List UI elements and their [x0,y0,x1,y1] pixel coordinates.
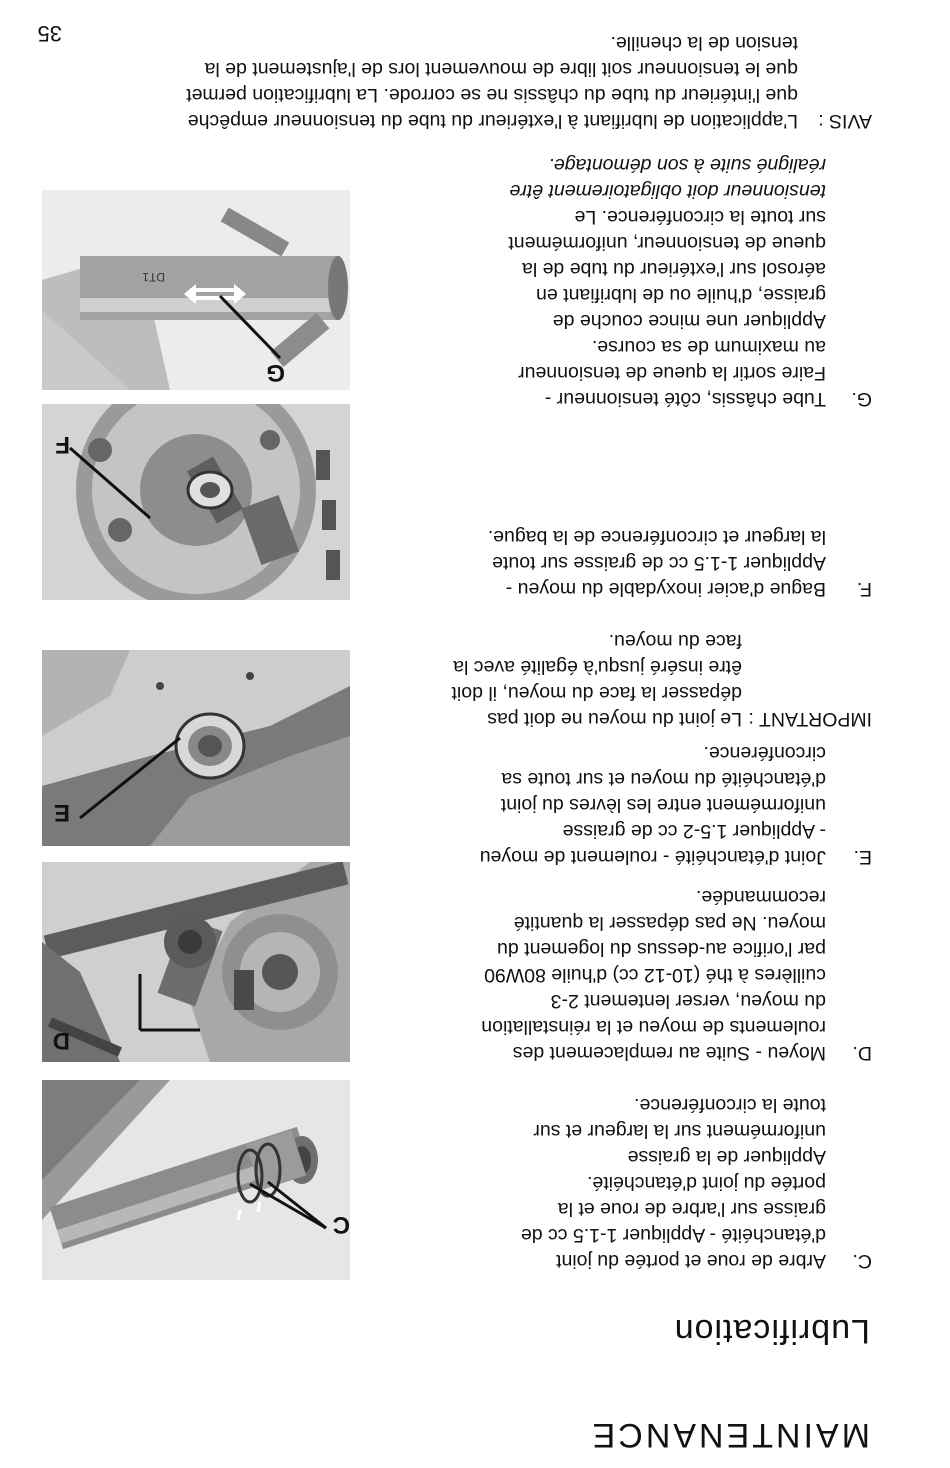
page-number: 35 [37,21,62,46]
item-letter: D. [852,1042,872,1064]
item-f [402,524,872,602]
item-text: Bague d'acier inoxydable du moyeu - Appliquer 1-1.5 cc de graisse sur toute la largeur et circonférence de la bague. [487,526,826,600]
section-title: MAINTENANCE [589,1416,870,1454]
figure-f-leader-line [50,428,230,548]
figure-f-label: F [55,431,70,458]
item-d [402,884,872,1066]
avis-label: AVIS : [818,110,872,132]
item-letter: F. [856,578,872,600]
item-text: Joint d'étanchéité - roulement de moyeu - Appliquer 1.5-2 cc de graisse uniformément entre les lèvres du joint d'étanchéité du moyeu et sur toute sa circonférence. [479,742,826,868]
figure-g [42,190,350,390]
figure-e-label: E [53,799,70,826]
important-note [402,628,872,732]
item-e [402,740,872,870]
item-letter: G. [851,388,872,410]
page-title: Lubrification [673,1312,870,1350]
item-text: Moyeu - Suite au remplacement des roulements de moyeu et la réinstallation du moyeu, verser lentement 2-3 cuillères à thé (10-12 cc) d'huile 80W90 par l'orifice au-dessus du logement du moyeu. Ne pas dépasser la quantité recommandée. [481,886,826,1064]
figure-g-label: G [266,359,285,386]
frame-tube-illustration [42,190,350,390]
avis-note [52,30,872,134]
tube-sticker-text: DT1 [142,270,165,284]
important-text: Le joint du moyeu ne doit pas dépasser la face du moyeu, il doit être inséré jusqu'à égalité avec la face du moyeu. [451,630,742,730]
item-warning-text: tensionneur doit obligatoirement être réaligné suite à son démontage. [509,154,826,202]
figure-g-leader-line [200,278,290,368]
item-g [402,152,872,412]
important-label: IMPORTANT : [748,708,872,730]
figure-c-label: C [332,1211,350,1238]
item-letter: E. [853,846,872,868]
item-c [402,1092,872,1274]
avis-text: L'application de lubrifiant à l'extérieur du tube du tensionneur empêche que l'intérieur du tube du châssis ne se corrode. La lubrification permet que le tensionneur soit libre de mouvement lors de l'ajustement de la tension de la chenille. [186,32,798,132]
figure-e-leader-line [50,708,220,828]
item-text: Arbre de roue et portée du joint d'étanchéité - Appliquer 1-1.5 cc de graisse sur l'arbre de roue et la portée du joint d'étanchéité. Appliquer de la graisse uniformément sur la largeur et sur toute la circonférence. [520,1094,826,1272]
figure-c-leader-lines [230,1158,350,1278]
figure-d-label: D [52,1027,70,1054]
item-letter: C. [852,1250,872,1272]
item-text: Tube châssis, côté tensionneur - Faire sortir la queue de tensionneur au maximum de sa course. Appliquer une mince couche de graisse, d'huile ou de lubrifiant en aérosol sur l'extérieur du tube de la queue de tensionneur, uniformément sur toute la circonférence. Le [508,206,826,410]
figure-d-leader-line [50,964,200,1044]
